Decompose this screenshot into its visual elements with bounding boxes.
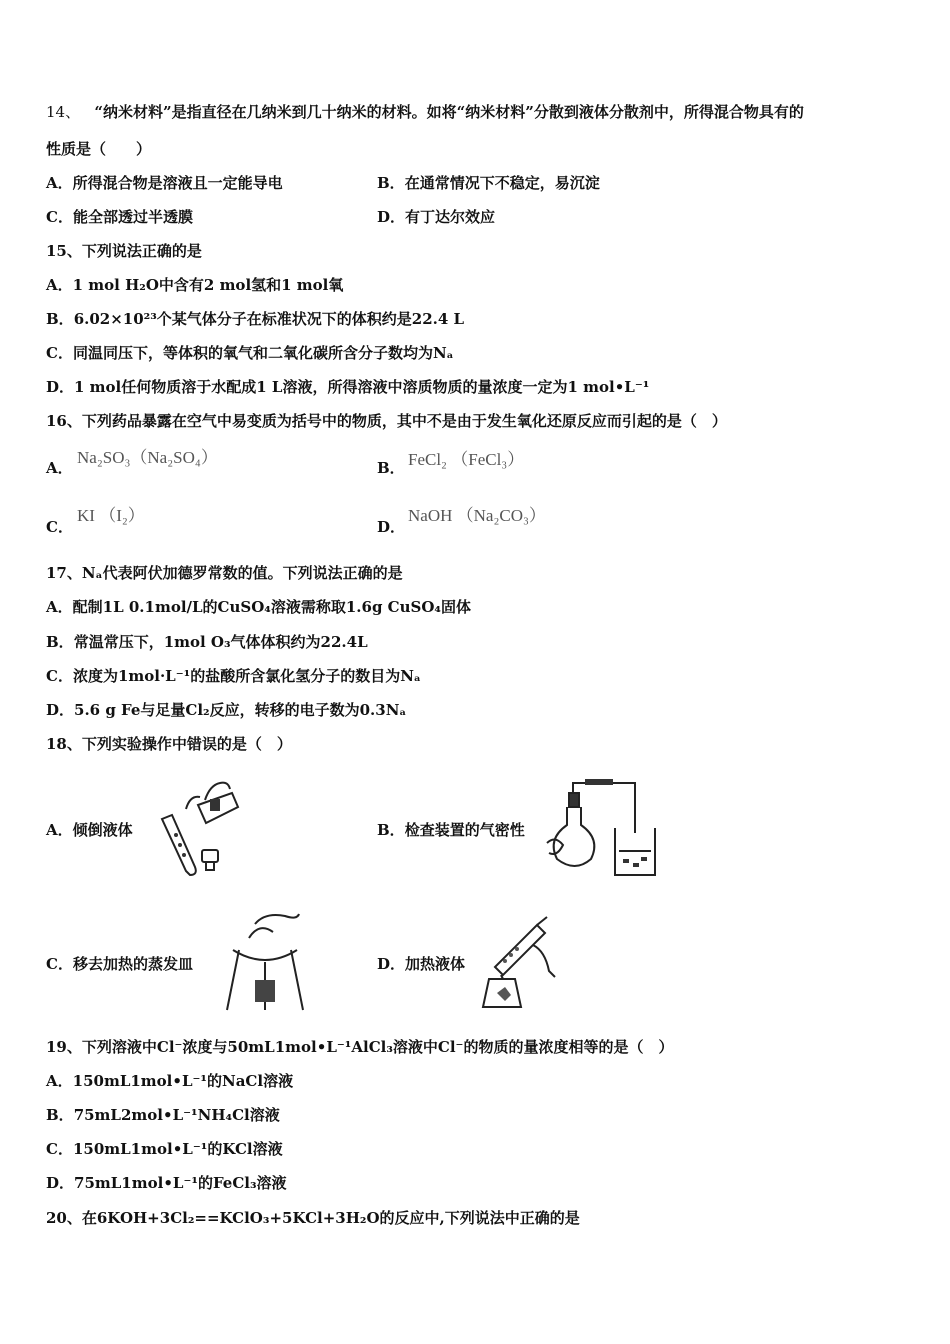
evaporating-dish-illustration	[225, 910, 305, 1015]
q17-stem: 17、Nₐ代表阿伏加德罗常数的值。下列说法正确的是	[46, 564, 403, 582]
q18-option-b[interactable]: B．检查装置的气密性	[377, 821, 525, 839]
q14-stem-line1	[46, 102, 804, 122]
q19-option-a[interactable]: A．150mL1mol•L⁻¹的NaCl溶液	[46, 1072, 294, 1090]
q18-option-c[interactable]: C．移去加热的蒸发皿	[46, 955, 193, 973]
q17-option-c[interactable]: C．浓度为1mol·L⁻¹的盐酸所含氯化氢分子的数目为Nₐ	[46, 667, 421, 685]
q18-option-a[interactable]: A．倾倒液体	[46, 821, 133, 839]
q15-option-a[interactable]: A．1 mol H₂O中含有2 mol氢和1 mol氧	[46, 276, 344, 294]
q18-option-d[interactable]: D．加热液体	[377, 955, 466, 973]
q17-option-d[interactable]: D．5.6 g Fe与足量Cl₂反应，转移的电子数为0.3Nₐ	[46, 701, 407, 719]
q14-option-a[interactable]: A．所得混合物是溶液且一定能导电	[46, 174, 283, 192]
q20-stem: 20、在6KOH+3Cl₂==KClO₃+5KCl+3H₂O的反应中,下列说法中正确的是	[46, 1209, 580, 1227]
q16-option-c-formula: KI （I₂）	[77, 506, 145, 525]
q15-option-d[interactable]: D．1 mol任何物质溶于水配成1 L溶液，所得溶液中溶质物质的量浓度一定为1 mol•L⁻¹	[46, 378, 650, 396]
q16-option-d-formula: NaOH （Na₂CO₃）	[408, 506, 546, 525]
q14-option-d[interactable]: D．有丁达尔效应	[377, 208, 496, 226]
q15-option-b[interactable]: B．6.02×10²³个某气体分子在标准状况下的体积约是22.4 L	[46, 310, 465, 328]
q19-option-c[interactable]: C．150mL1mol•L⁻¹的KCl溶液	[46, 1140, 283, 1158]
q16-option-a[interactable]: A．	[46, 459, 73, 477]
q17-option-a[interactable]: A．配制1L 0.1mol/L的CuSO₄溶液需称取1.6g CuSO₄固体	[46, 598, 471, 616]
q17-option-b[interactable]: B．常温常压下，1mol O₃气体体积约为22.4L	[46, 633, 368, 651]
q16-stem: 16、下列药品暴露在空气中易变质为括号中的物质，其中不是由于发生氧化还原反应而引起的是（ ）	[46, 412, 727, 430]
q18-stem: 18、下列实验操作中错误的是（ ）	[46, 735, 292, 753]
q19-option-d[interactable]: D．75mL1mol•L⁻¹的FeCl₃溶液	[46, 1174, 287, 1192]
q14-number: 14、	[46, 103, 81, 121]
q14-option-c[interactable]: C．能全部透过半透膜	[46, 208, 193, 226]
heating-liquid-illustration	[475, 915, 565, 1015]
pouring-liquid-illustration	[150, 775, 245, 880]
airtightness-check-illustration	[545, 773, 665, 883]
q14-stem-text: “纳米材料”是指直径在几纳米到几十纳米的材料。如将“纳米材料”分散到液体分散剂中，所得混合物具有的	[94, 103, 804, 121]
q15-stem: 15、下列说法正确的是	[46, 242, 202, 260]
q16-option-b[interactable]: B．	[377, 459, 405, 477]
q16-option-a-formula: Na₂SO₃（Na₂SO₄）	[77, 448, 218, 467]
q19-stem: 19、下列溶液中Cl⁻浓度与50mL1mol•L⁻¹AlCl₃溶液中Cl⁻的物质的量浓度相等的是（ ）	[46, 1038, 674, 1056]
q19-option-b[interactable]: B．75mL2mol•L⁻¹NH₄Cl溶液	[46, 1106, 280, 1124]
q14-stem-line2: 性质是（ ）	[46, 140, 152, 158]
q16-option-c[interactable]: C．	[46, 518, 73, 536]
q16-option-d[interactable]: D．	[377, 518, 406, 536]
q15-option-c[interactable]: C．同温同压下，等体积的氧气和二氧化碳所含分子数均为Nₐ	[46, 344, 454, 362]
q16-option-b-formula: FeCl₂ （FeCl₃）	[408, 450, 525, 469]
q14-option-b[interactable]: B．在通常情况下不稳定，易沉淀	[377, 174, 600, 192]
